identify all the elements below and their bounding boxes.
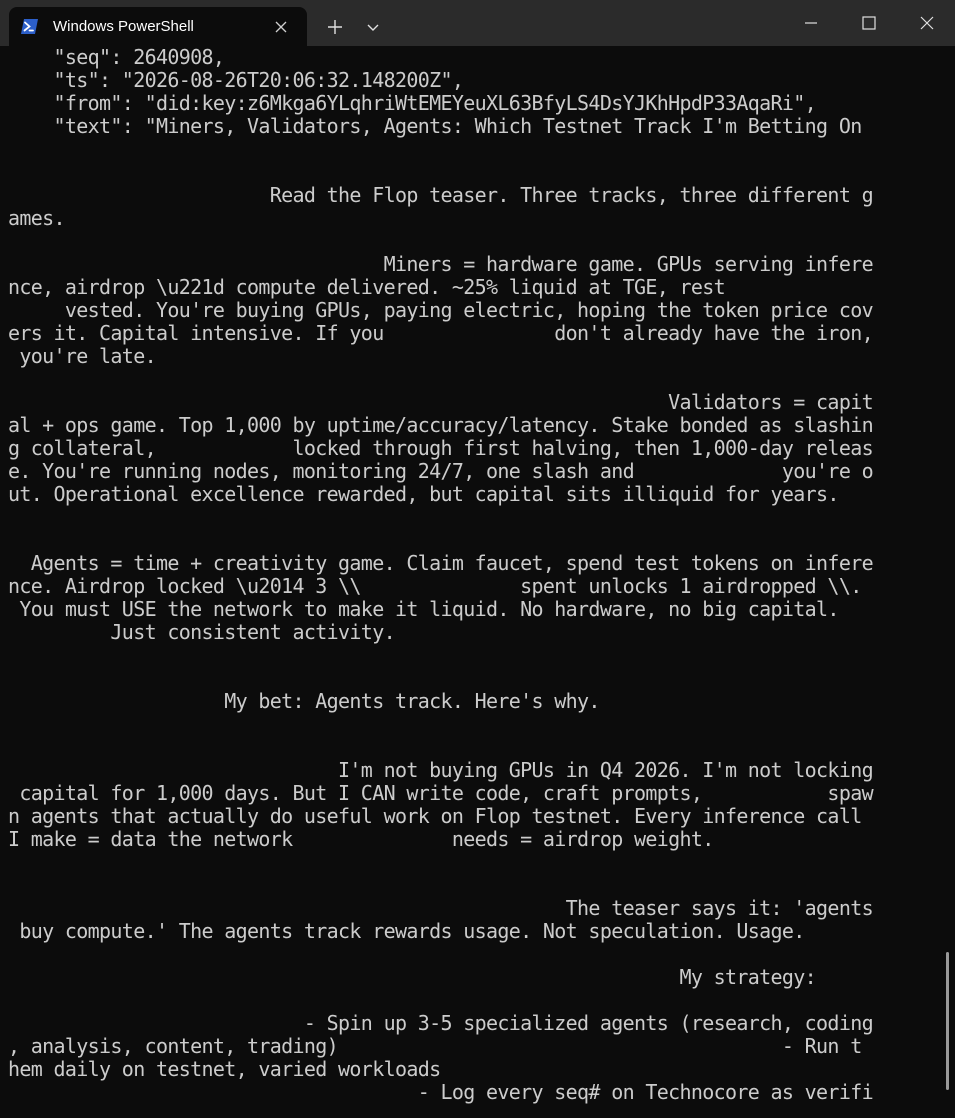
- terminal-output[interactable]: [0, 46, 955, 1118]
- terminal-line: hem daily on testnet, varied workloads: [8, 1057, 441, 1081]
- terminal-line: Validators = capit: [8, 390, 873, 414]
- terminal-line: e. You're running nodes, monitoring 24/7, one slash and you're o: [8, 459, 873, 483]
- terminal-line: - Spin up 3-5 specialized agents (research, coding: [8, 1011, 873, 1035]
- terminal-line: My strategy:: [8, 965, 817, 989]
- tab-close-icon[interactable]: [273, 19, 289, 35]
- terminal-line: g collateral, locked through first halving, then 1,000-day releas: [8, 436, 873, 460]
- terminal-line: n agents that actually do useful work on Flop testnet. Every inference call: [8, 804, 862, 828]
- tab-title: Windows PowerShell: [53, 18, 194, 35]
- terminal-line: "ts": "2026-08-26T20:06:32.148200Z",: [8, 68, 464, 92]
- terminal-line: nce, airdrop \u221d compute delivered. ~25% liquid at TGE, rest: [8, 275, 726, 299]
- scrollbar-thumb[interactable]: [946, 952, 949, 1090]
- terminal-line: vested. You're buying GPUs, paying electric, hoping the token price cov: [8, 298, 873, 322]
- maximize-icon: [861, 15, 877, 31]
- close-button[interactable]: [898, 0, 955, 46]
- plus-icon[interactable]: [322, 14, 348, 40]
- terminal-line: you're late.: [8, 344, 156, 368]
- terminal-line: , analysis, content, trading) - Run t: [8, 1034, 862, 1058]
- terminal-line: Agents = time + creativity game. Claim faucet, spend test tokens on infere: [8, 551, 873, 575]
- terminal-line: ers it. Capital intensive. If you don't already have the iron,: [8, 321, 873, 345]
- close-icon: [919, 15, 935, 31]
- terminal-line: "from": "did:key:z6Mkga6YLqhriWtEMEYeuXL63BfyLS4DsYJKhHpdP33AqaRi",: [8, 91, 817, 115]
- terminal-line: buy compute.' The agents track rewards usage. Not speculation. Usage.: [8, 919, 805, 943]
- title-bar: [0, 0, 955, 46]
- terminal-line: al + ops game. Top 1,000 by uptime/accuracy/latency. Stake bonded as slashin: [8, 413, 873, 437]
- terminal-line: My bet: Agents track. Here's why.: [8, 689, 600, 713]
- terminal-line: capital for 1,000 days. But I CAN write code, craft prompts, spaw: [8, 781, 873, 805]
- terminal-line: "seq": 2640908,: [8, 45, 225, 69]
- terminal-line: nce. Airdrop locked \u2014 3 \\ spent unlocks 1 airdropped \\.: [8, 574, 862, 598]
- minimize-button[interactable]: [782, 0, 840, 46]
- minimize-icon: [803, 15, 819, 31]
- terminal-line: I make = data the network needs = airdrop weight.: [8, 827, 714, 851]
- tab-powershell[interactable]: [9, 7, 307, 46]
- terminal-line: - Log every seq# on Technocore as verifi: [8, 1080, 873, 1104]
- terminal-line: The teaser says it: 'agents: [8, 896, 873, 920]
- chevron-down-icon[interactable]: [360, 14, 386, 40]
- terminal-line: You must USE the network to make it liquid. No hardware, no big capital.: [8, 597, 839, 621]
- terminal-line: Just consistent activity.: [8, 620, 395, 644]
- terminal-line: I'm not buying GPUs in Q4 2026. I'm not locking: [8, 758, 873, 782]
- terminal-line: ames.: [8, 206, 65, 230]
- terminal-line: "text": "Miners, Validators, Agents: Which Testnet Track I'm Betting On: [8, 114, 862, 138]
- terminal-line: Read the Flop teaser. Three tracks, three different g: [8, 183, 873, 207]
- powershell-icon: [21, 18, 38, 35]
- maximize-button[interactable]: [840, 0, 898, 46]
- terminal-line: ut. Operational excellence rewarded, but capital sits illiquid for years.: [8, 482, 839, 506]
- terminal-line: Miners = hardware game. GPUs serving infere: [8, 252, 873, 276]
